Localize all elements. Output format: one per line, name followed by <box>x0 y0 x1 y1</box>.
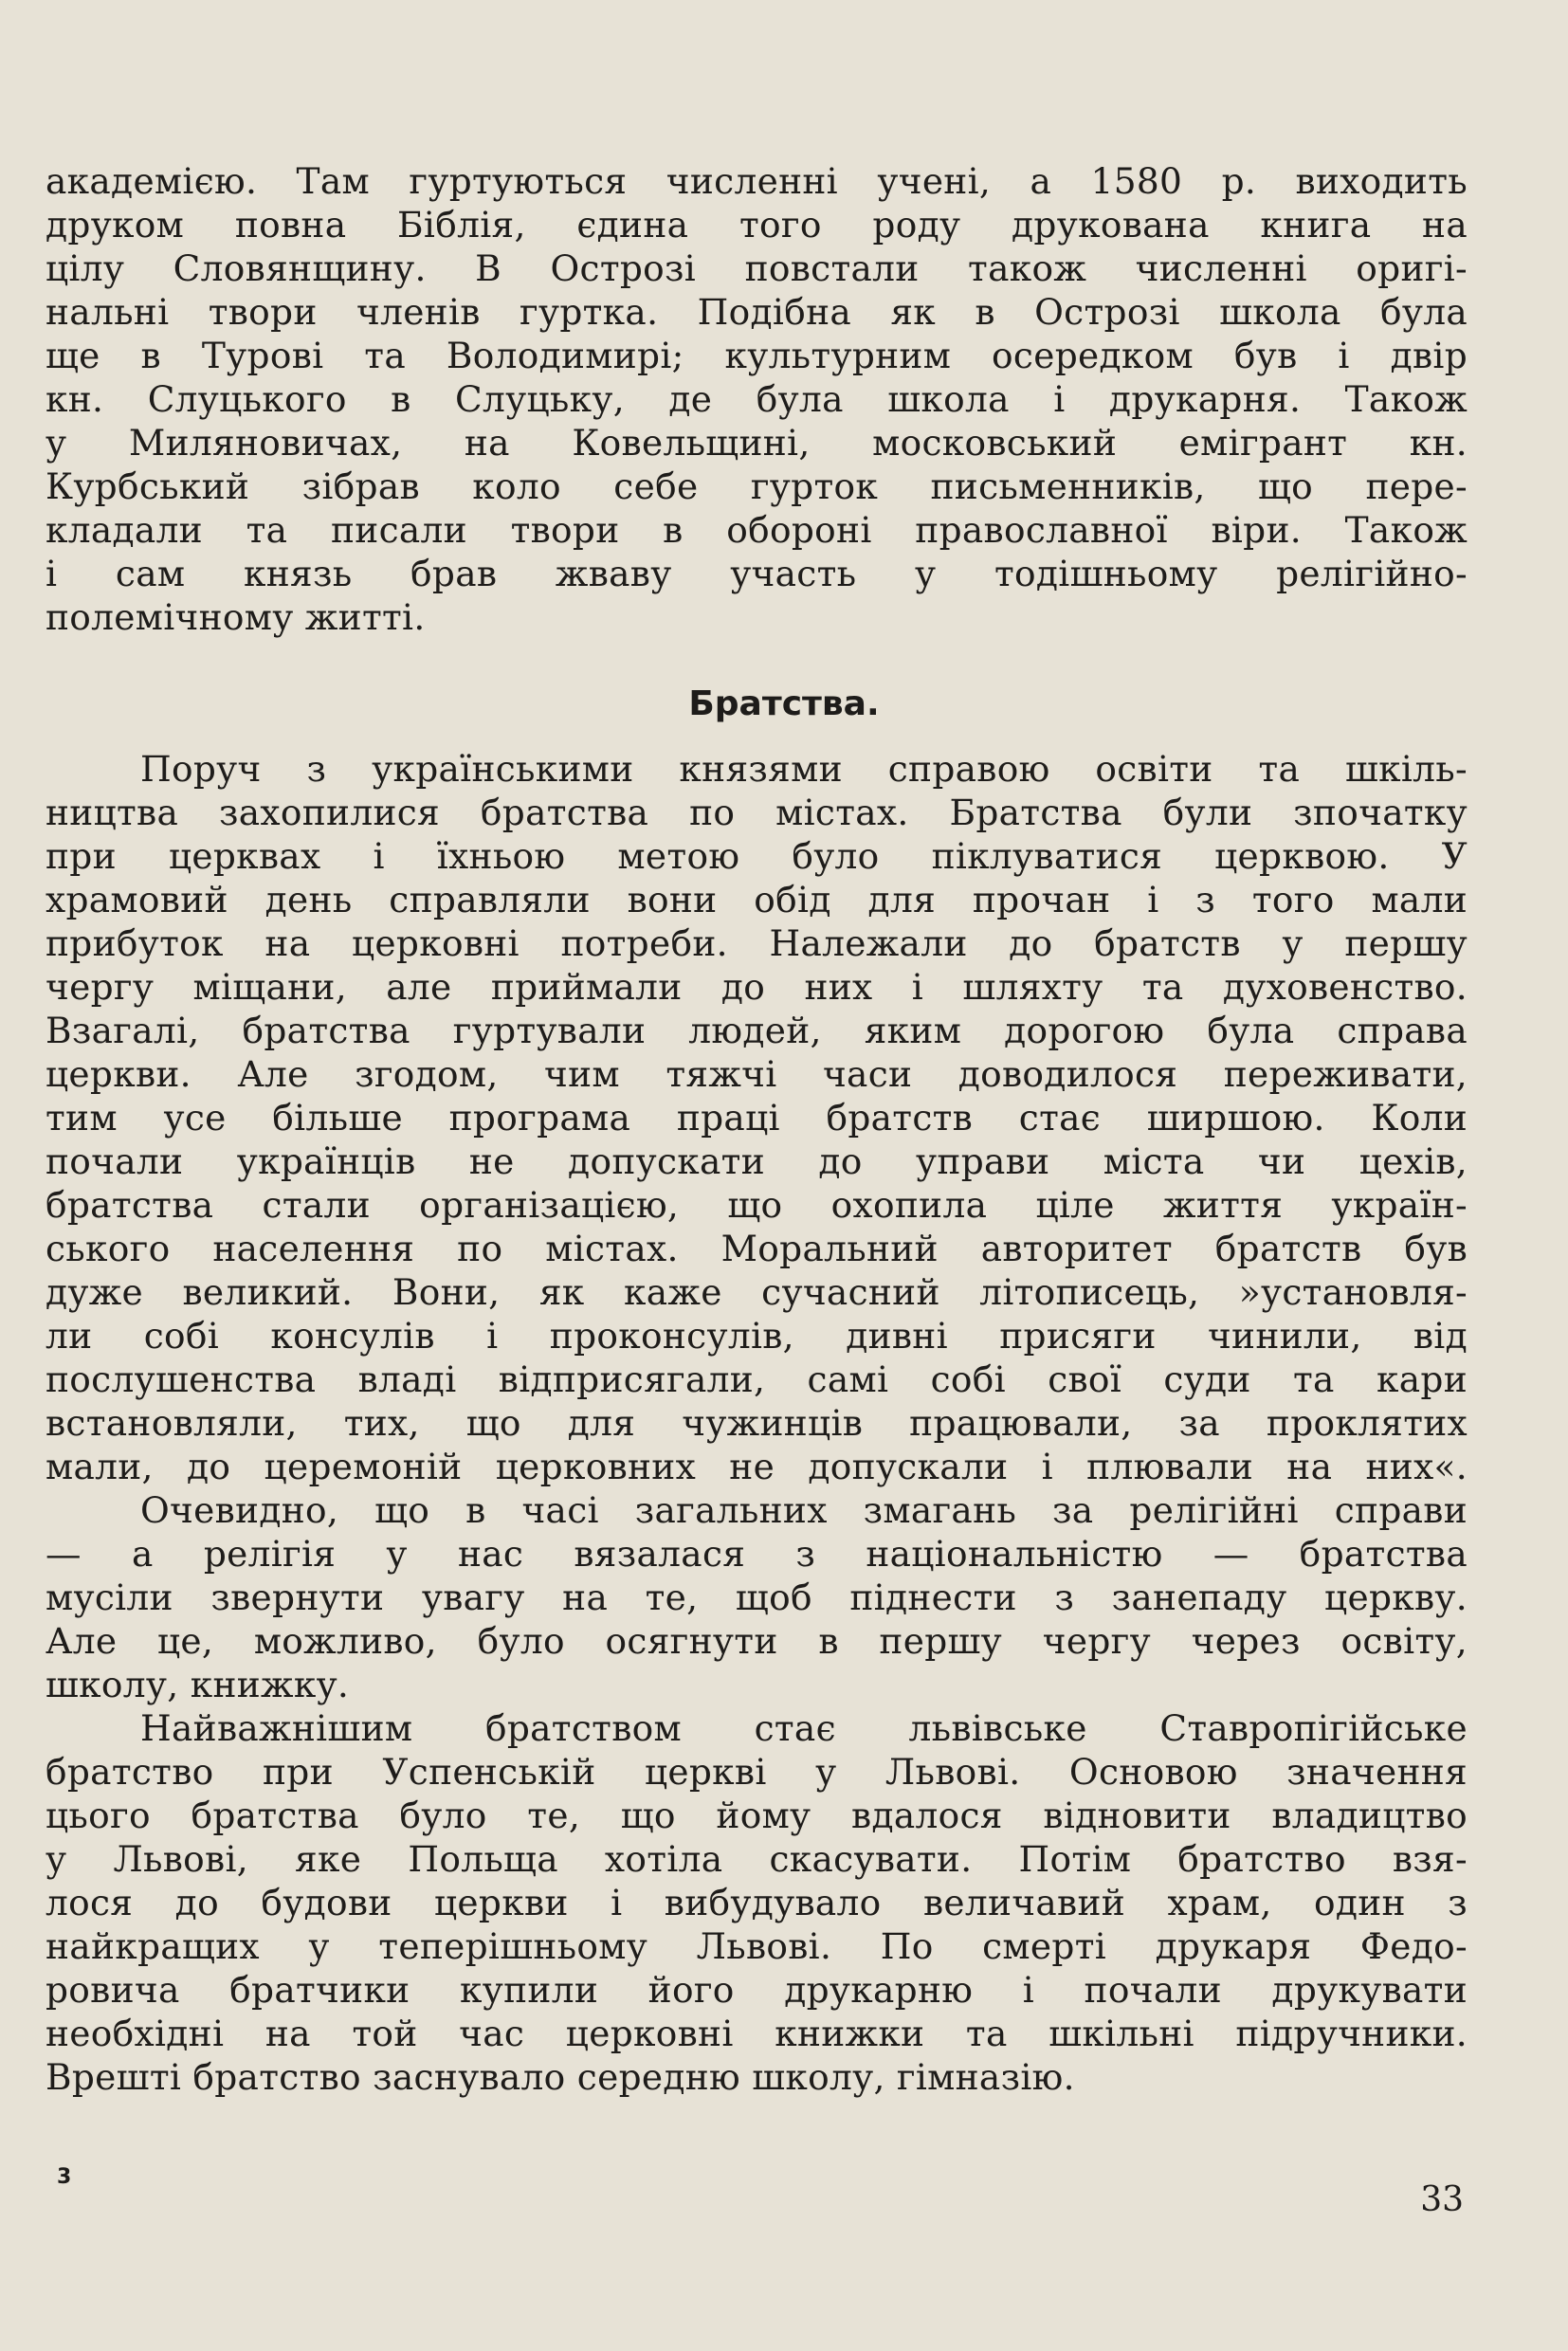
section-heading: Братства. <box>688 684 880 723</box>
section-body <box>46 747 1468 2099</box>
text-line: у Миляновичах, на Ковельщині, московський емігрант кн. <box>46 422 1468 464</box>
text-line: Поруч з українськими князями справою освіти та шкіль- <box>140 748 1468 790</box>
text-line: Курбський зібрав коло себе гурток письменників, що пере- <box>46 465 1468 507</box>
text-line: цілу Словянщину. В Острозі повстали також численні оригі- <box>46 247 1468 289</box>
text-line: у Львові, яке Польща хотіла скасувати. Потім братство взя- <box>46 1838 1468 1880</box>
text-line: Очевидно, що в часі загальних змагань за релігійні справи <box>140 1489 1468 1531</box>
text-line: почали українців не допускати до управи міста чи цехів, <box>46 1140 1468 1182</box>
signature-mark: 3 <box>57 2165 72 2189</box>
text-line: кладали та писали твори в обороні православної віри. Також <box>46 509 1468 551</box>
text-line: ще в Турові та Володимирі; культурним осередком був і двір <box>46 335 1468 376</box>
text-line: і сам князь брав жваву участь у тодішньому релігійно- <box>46 553 1468 594</box>
text-line: братства стали організацією, що охопила ціле життя україн- <box>46 1184 1468 1226</box>
text-line: — а релігія у нас вязалася з національністю — братства <box>46 1533 1468 1575</box>
text-line: дуже великий. Вони, як каже сучасний літописець, »установля- <box>46 1271 1468 1313</box>
text-line: послушенства владі відприсягали, самі собі свої суди та кари <box>46 1358 1468 1400</box>
text-line: кн. Слуцького в Слуцьку, де була школа і друкарня. Також <box>46 378 1468 420</box>
text-line: ли собі консулів і проконсулів, дивні присяги чинили, від <box>46 1315 1468 1357</box>
page-number: 33 <box>1420 2180 1464 2219</box>
text-line: храмовий день справляли вони обід для прочан і з того мали <box>46 879 1468 920</box>
text-line: братство при Успенській церкві у Львові. Основою значення <box>46 1751 1468 1793</box>
text-line: мали, до церемоній церковних не допускали і плювали на них«. <box>46 1446 1468 1487</box>
text-line: церкви. Але згодом, чим тяжчі часи доводилося переживати, <box>46 1053 1468 1095</box>
text-line: Найважнішим братством стає львівське Ставропігійське <box>140 1707 1468 1749</box>
paragraph-1 <box>46 747 1468 1488</box>
text-line: необхідні на той час церковні книжки та шкільні підручники. <box>46 2013 1468 2054</box>
text-line: ництва захопилися братства по містах. Братства були зпочатку <box>46 792 1468 833</box>
text-line: лося до будови церкви і вибудувало величавий храм, один з <box>46 1882 1468 1923</box>
text-line: школу, книжку. <box>46 1664 350 1705</box>
text-line: Але це, можливо, було осягнути в першу чергу через освіту, <box>46 1620 1468 1662</box>
text-line: чергу міщани, але приймали до них і шляхту та духовенство. <box>46 966 1468 1008</box>
text-line: ського населення по містах. Моральний авторитет братств був <box>46 1228 1468 1269</box>
text-line: мусіли звернути увагу на те, щоб піднести з занепаду церкву. <box>46 1576 1468 1618</box>
text-line: Взагалі, братства гуртували людей, яким дорогою була справа <box>46 1010 1468 1051</box>
text-line: друком повна Біблія, єдина того роду друкована книга на <box>46 204 1468 246</box>
text-line: Врешті братство заснувало середню школу, гімназію. <box>46 2056 1075 2098</box>
text-line: цього братства було те, що йому вдалося відновити владицтво <box>46 1795 1468 1836</box>
text-line: ровича братчики купили його друкарню і почали друкувати <box>46 1969 1468 2011</box>
paragraph-3 <box>46 1706 1468 2099</box>
text-line: полемічному житті. <box>46 596 426 638</box>
text-line: встановляли, тих, що для чужинців працювали, за проклятих <box>46 1402 1468 1444</box>
text-line: при церквах і їхньою метою було піклуватися церквою. У <box>46 835 1468 877</box>
paragraph-2 <box>46 1488 1468 1706</box>
text-line: нальні твори членів гуртка. Подібна як в Острозі школа була <box>46 291 1468 333</box>
text-line: найкращих у теперішньому Львові. По смерті друкаря Федо- <box>46 1925 1468 1967</box>
text-line: тим усе більше програма праці братств стає ширшою. Коли <box>46 1097 1468 1139</box>
text-line: академією. Там гуртуються численні учені, а 1580 р. виходить <box>46 160 1468 202</box>
text-line: прибуток на церковні потреби. Належали до братств у першу <box>46 922 1468 964</box>
intro-paragraph <box>46 159 1468 639</box>
